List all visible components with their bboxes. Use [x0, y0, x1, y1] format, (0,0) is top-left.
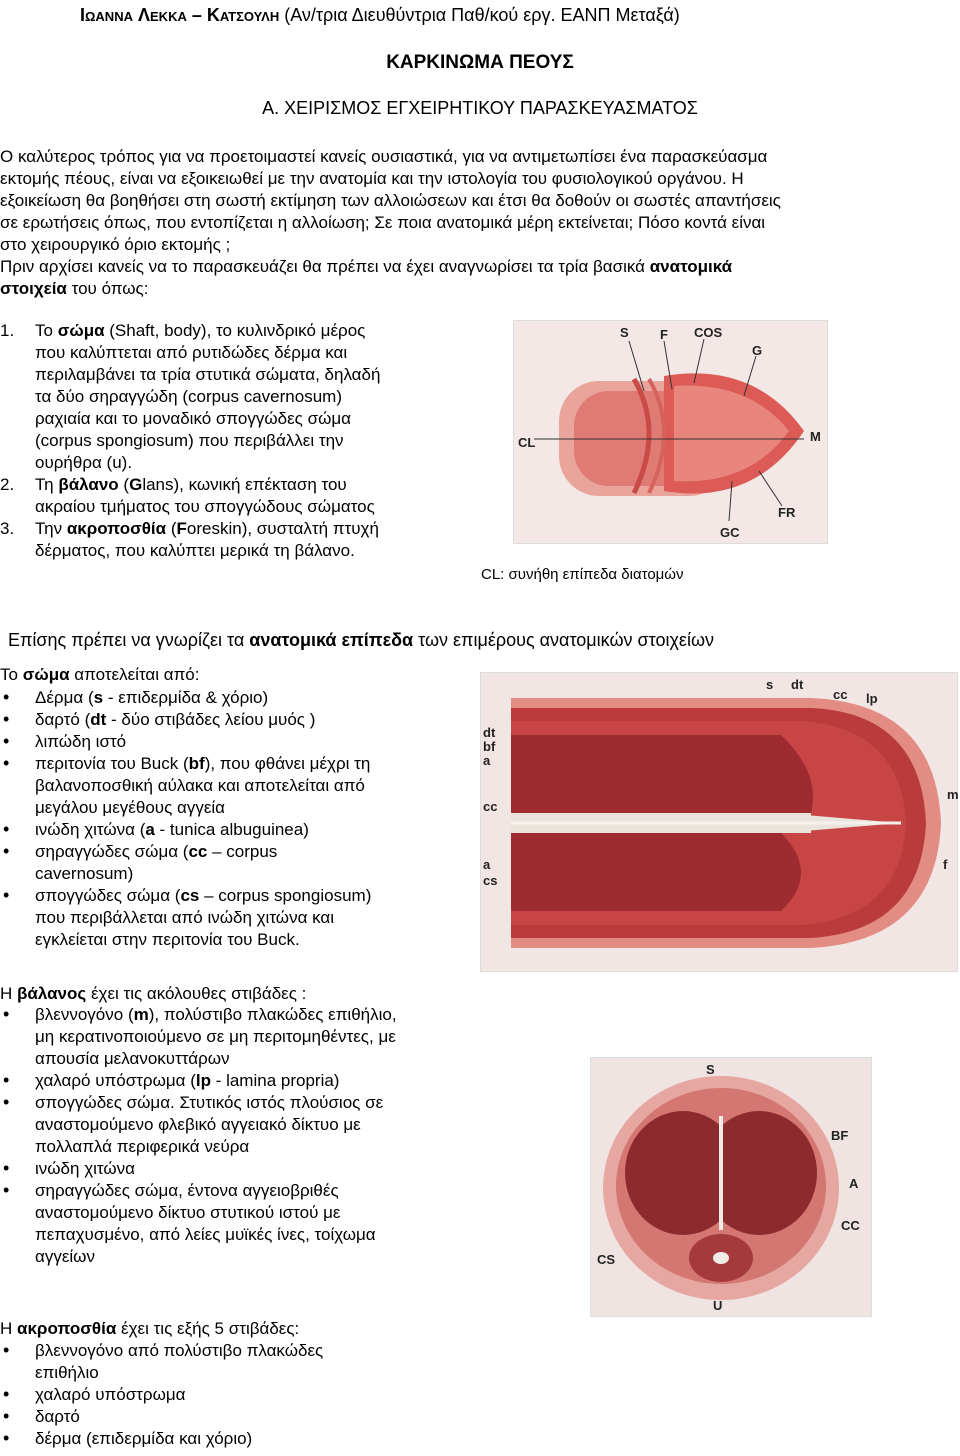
- intro-bold: ανατομικά: [649, 257, 733, 276]
- list-item: • δαρτό: [0, 1406, 380, 1428]
- fig3-label: CS: [597, 1252, 616, 1267]
- intro-text: του όπως:: [66, 279, 149, 298]
- fig2-label: cs: [483, 873, 498, 888]
- item-text: lans), κωνική επέκταση του ακραίου τμήματος του σπογγώδους σώματος: [35, 475, 375, 516]
- planes-text: Επίσης πρέπει να γνωρίζει τα: [8, 630, 250, 650]
- item-text: βλεννογόνο (: [35, 1005, 134, 1024]
- page-title: ΚΑΡΚΙΝΩΜΑ ΠΕΟΥΣ: [386, 52, 574, 73]
- fig3-label: CC: [841, 1218, 860, 1233]
- item-text: - δύο στιβάδες λείου μυός ): [106, 710, 316, 729]
- item-text: λιπώδη ιστό: [35, 732, 127, 751]
- list-item: [0, 320, 398, 474]
- planes-text: των επιμέρους ανατομικών στοιχείων: [413, 630, 715, 650]
- item-text: Δέρμα (: [35, 688, 94, 707]
- glans-heading: [0, 983, 306, 1005]
- fig2-label: bf: [483, 739, 496, 754]
- foreskin-heading: [0, 1318, 299, 1340]
- item-number: 1.: [0, 321, 15, 340]
- list-item: [0, 1004, 405, 1070]
- planes-bold: ανατομικά επίπεδα: [249, 630, 414, 650]
- list-item: [0, 885, 405, 951]
- item-text: σπογγώδες σώμα. Στυτικός ιστός πλούσιος σε αναστομούμενο φλεβικό αγγειακό δίκτυο με πολλαπλά περιφερικά νεύρα: [35, 1093, 384, 1156]
- heading-bold: βάλανος: [17, 984, 87, 1003]
- author-first: Ιωαννα: [80, 5, 133, 25]
- list-item: • χαλαρό υπόστρωμα: [0, 1384, 380, 1406]
- body-heading: [0, 664, 200, 686]
- fig2-label: cc: [833, 687, 848, 702]
- item-bold: a: [145, 820, 155, 839]
- item-text: Το: [35, 321, 58, 340]
- item-text: σπογγώδες σώμα (: [35, 886, 181, 905]
- intro-line: [0, 278, 952, 300]
- item-text: - επιδερμίδα & χόριο): [103, 688, 269, 707]
- item-text: (: [166, 519, 177, 538]
- item-text: ινώδη χιτώνα: [35, 1159, 135, 1178]
- longitudinal-section-illustration: [481, 673, 957, 971]
- item-text: (Shaft, body), το κυλινδρικό μέρος που καλύπτεται από ρυτιδώδες δέρμα και περιλαμβάνει τα τρία στυτικά σώματα, δηλαδή τα δύο σηραγγώδη (corpus cavernosum) ραχιαία και το μοναδικό σπογγώδες σώμα (corpus spongiosum) που περιβάλλει την ουρήθρα (u).: [35, 321, 381, 472]
- item-text: σηραγγώδες σώμα, έντονα αγγειοβριθές αναστομούμενο δίκτυο στυτικού ιστού με πεπαχυσμένο, από λείες μυϊκές ίνες, τοίχωμα αγγείων: [35, 1181, 376, 1266]
- heading-text: έχει τις εξής 5 στιβάδες:: [116, 1319, 300, 1338]
- item-number: 3.: [0, 519, 15, 538]
- item-text: (: [118, 475, 130, 494]
- intro-line: σε ερωτήσεις όπως, που εντοπίζεται η αλλοίωση; Σε ποια ανατομικά μέρη εκτείνεται; Πόσο κοντά είναι: [0, 213, 766, 232]
- intro-text: Πριν αρχίσει κανείς να το παρασκευάζει θα πρέπει να έχει αναγνωρίσει τα τρία βασικά: [0, 257, 650, 276]
- list-item: [0, 841, 295, 885]
- fig3-label: S: [706, 1062, 715, 1077]
- list-item: [0, 709, 420, 731]
- intro-line: Ο καλύτερος τρόπος για να προετοιμαστεί κανείς ουσιαστικά, για να αντιμετωπίσει ένα παρασκεύασμα: [0, 147, 768, 166]
- intro-line: εξοικείωση θα βοηθήσει στη σωστή εκτίμηση των αλλοιώσεων και έτσι θα δοθούν οι σωστές απαντήσεις: [0, 191, 781, 210]
- item-text: ), που φθάνει μέχρι τη βαλανοποσθική αύλακα και αποτελείται από μεγάλου μεγέθους αγγεία: [35, 754, 371, 817]
- author-rest: Λεκκα – Κατσουλη: [138, 5, 280, 25]
- fig3-label: A: [849, 1176, 859, 1191]
- intro-paragraph: [0, 146, 952, 300]
- penis-external-illustration: [514, 321, 827, 543]
- list-item: [0, 1158, 420, 1180]
- fig2-label: dt: [483, 725, 496, 740]
- planes-sentence: [8, 629, 714, 651]
- fig1-label: CL: [518, 435, 536, 450]
- heading-bold: ακροποσθία: [17, 1319, 117, 1338]
- fig1-label: F: [660, 327, 668, 342]
- item-text: – corpus spongiosum) που περιβάλλεται από ινώδη χιτώνα και εγκλείεται στην περιτονία του Buck.: [35, 886, 372, 949]
- fig1-label: M: [810, 429, 821, 444]
- heading-text: έχει τις ακόλουθες στιβάδες :: [86, 984, 307, 1003]
- foreskin-layers-list: [0, 1340, 380, 1450]
- fig1-label: GC: [720, 525, 740, 540]
- item-text: χαλαρό υπόστρωμα (: [35, 1071, 196, 1090]
- item-bold: σώμα: [57, 321, 105, 340]
- item-text: σηραγγώδες σώμα (: [35, 842, 189, 861]
- heading-text: Η: [0, 1319, 17, 1338]
- item-text: ινώδη χιτώνα (: [35, 820, 146, 839]
- item-bold: cs: [180, 886, 200, 905]
- item-bold: βάλανο: [58, 475, 119, 494]
- fig1-label: FR: [778, 505, 796, 520]
- fig2-label: dt: [791, 677, 804, 692]
- item-number: 2.: [0, 475, 15, 494]
- fig2-label: s: [766, 677, 774, 692]
- item-bold: cc: [188, 842, 208, 861]
- item-text: oreskin), συσταλτή πτυχή δέρματος, που καλύπτει μερικά τη βάλανο.: [35, 519, 379, 560]
- item-text: Τη: [35, 475, 59, 494]
- author-role: (Αν/τρια Διευθύντρια Παθ/κού εργ. ΕΑΝΠ Μεταξά): [279, 5, 680, 25]
- body-layers-list: [0, 687, 420, 951]
- list-item: [0, 731, 420, 753]
- intro-line: στο χειρουργικό όριο εκτομής ;: [0, 235, 231, 254]
- item-text: - tunica albuguinea): [154, 820, 309, 839]
- item-text: δαρτό (: [35, 710, 91, 729]
- heading-text: Το: [0, 665, 23, 684]
- fig2-label: f: [943, 857, 948, 872]
- list-item: [0, 1092, 425, 1158]
- intro-bold: στοιχεία: [0, 279, 67, 298]
- fig2-label: a: [483, 857, 491, 872]
- fig3-label: BF: [831, 1128, 849, 1143]
- fig1-label: G: [752, 343, 763, 358]
- fig1-label: S: [620, 325, 629, 340]
- item-text: - lamina propria): [210, 1071, 340, 1090]
- fig2-label: lp: [866, 691, 878, 706]
- cross-section-illustration: [591, 1058, 871, 1316]
- item-bold: ακροποσθία: [66, 519, 167, 538]
- item-text: Την: [35, 519, 67, 538]
- list-item: [0, 687, 420, 709]
- list-item: [0, 1180, 395, 1268]
- figure1-caption: CL: συνήθη επίπεδα διατομών: [481, 566, 684, 583]
- intro-line: εκτομής πέους, είναι να εξοικειωθεί με την ανατομία και την ιστολογία του φυσιολογικού οργάνου. Η: [0, 169, 744, 188]
- item-bold: dt: [90, 710, 107, 729]
- list-item: • βλεννογόνο από πολύστιβο πλακώδες επιθήλιο: [0, 1340, 375, 1384]
- intro-line: [0, 256, 952, 278]
- list-item: • δέρμα (επιδερμίδα και χόριο): [0, 1428, 380, 1450]
- figure-penis-external: [513, 320, 828, 544]
- heading-bold: σώμα: [22, 665, 70, 684]
- list-item: [0, 474, 398, 518]
- item-text: – corpus cavernosum): [35, 842, 278, 883]
- item-bold: G: [129, 475, 143, 494]
- list-item: [0, 819, 420, 841]
- anatomy-numbered-list: [0, 320, 398, 562]
- item-text: ), πολύστιβο πλακώδες επιθήλιο, μη κερατινοποιούμενο σε μη περιτομηθέντες, με απουσία μελανοκυττάρων: [35, 1005, 397, 1068]
- list-item: [0, 1070, 420, 1092]
- item-text: περιτονία του Buck (: [35, 754, 189, 773]
- glans-layers-list: [0, 1004, 420, 1268]
- figure-cross-section: [590, 1057, 872, 1317]
- item-bold: bf: [188, 754, 205, 773]
- heading-text: Η: [0, 984, 17, 1003]
- heading-text: αποτελείται από:: [69, 665, 200, 684]
- list-item: [0, 753, 420, 819]
- item-bold: F: [176, 519, 187, 538]
- fig2-label: cc: [483, 799, 498, 814]
- fig1-label: COS: [694, 325, 723, 340]
- fig2-label: a: [483, 753, 491, 768]
- fig3-label: U: [713, 1298, 723, 1313]
- figure-longitudinal-section: [480, 672, 958, 972]
- item-bold: lp: [195, 1071, 211, 1090]
- section-title: Α. ΧΕΙΡΙΣΜΟΣ ΕΓΧΕΙΡΗΤΙΚΟΥ ΠΑΡΑΣΚΕΥΑΣΜΑΤΟΣ: [262, 98, 698, 118]
- page-header: [80, 4, 680, 26]
- list-item: [0, 518, 398, 562]
- item-bold: s: [93, 688, 104, 707]
- item-bold: m: [133, 1005, 149, 1024]
- fig2-label: m: [947, 787, 959, 802]
